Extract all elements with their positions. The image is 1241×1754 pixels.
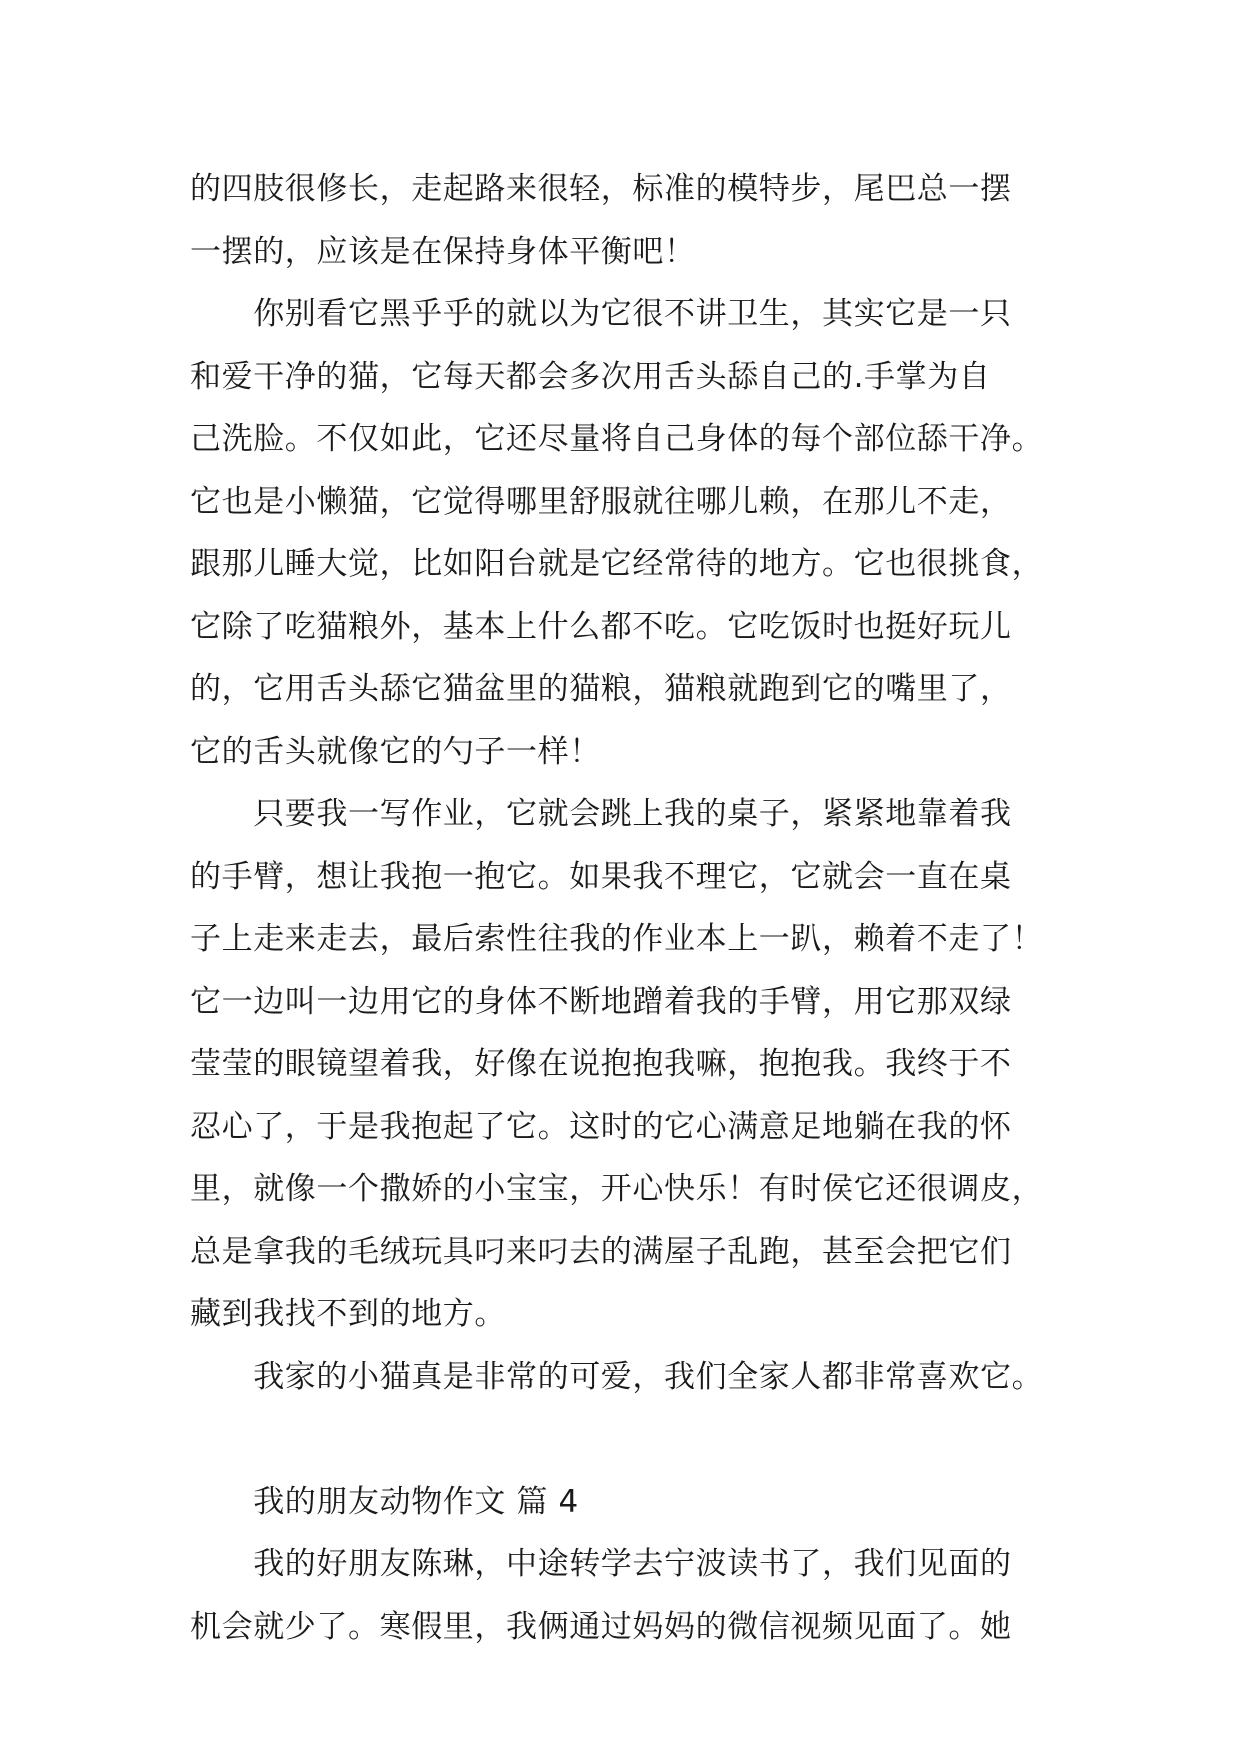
blank-line [190, 1408, 1056, 1471]
text-line: 的手臂，想让我抱一抱它。如果我不理它，它就会一直在桌 [190, 858, 1012, 895]
text-line: 和爱干净的猫，它每天都会多次用舌头舔自己的.手掌为自 [190, 358, 991, 395]
text-line: 它也是小懒猫，它觉得哪里舒服就往哪儿赖，在那儿不走， [190, 483, 1012, 520]
text-line: 它除了吃猫粮外，基本上什么都不吃。它吃饭时也挺好玩儿 [190, 608, 1012, 645]
text-line: 一摆的，应该是在保持身体平衡吧！ [190, 233, 696, 270]
text-line: 只要我一写作业，它就会跳上我的桌子，紧紧地靠着我 [190, 796, 1012, 832]
text-line: 的四肢很修长，走起路来很轻，标准的模特步，尾巴总一摆 [190, 171, 1012, 207]
text-line: 藏到我找不到的地方。 [190, 1296, 506, 1332]
essay-text [190, 158, 1056, 1658]
text-line: 总是拿我的毛绒玩具叼来叼去的满屋子乱跑，甚至会把它们 [190, 1233, 1012, 1270]
text-line: 子上走来走去，最后索性往我的作业本上一趴，赖着不走了！ [190, 921, 1044, 957]
text-line: 它一边叫一边用它的身体不断地蹭着我的手臂，用它那双绿 [190, 983, 1012, 1020]
section-heading: 我的朋友动物作文 篇 4 [190, 1483, 579, 1520]
text-line: 我的好朋友陈琳，中途转学去宁波读书了，我们见面的 [190, 1546, 1012, 1582]
text-line: 的，它用舌头舔它猫盆里的猫粮，猫粮就跑到它的嘴里了， [190, 671, 1012, 707]
text-line: 它的舌头就像它的勺子一样！ [190, 733, 601, 770]
text-line: 我家的小猫真是非常的可爱，我们全家人都非常喜欢它。 [190, 1358, 1044, 1395]
text-line: 里，就像一个撒娇的小宝宝，开心快乐！有时侯它还很调皮， [190, 1171, 1044, 1207]
text-line: 己洗脸。不仅如此，它还尽量将自己身体的每个部位舔干净。 [190, 421, 1044, 457]
text-line: 你别看它黑乎乎的就以为它很不讲卫生，其实它是一只 [190, 296, 1012, 332]
text-line: 忍心了，于是我抱起了它。这时的它心满意足地躺在我的怀 [190, 1108, 1012, 1145]
text-line: 莹莹的眼镜望着我，好像在说抱抱我嘛，抱抱我。我终于不 [190, 1046, 1012, 1082]
text-line: 跟那儿睡大觉，比如阳台就是它经常待的地方。它也很挑食， [190, 546, 1044, 582]
text-line: 机会就少了。寒假里，我俩通过妈妈的微信视频见面了。她 [190, 1608, 1012, 1645]
